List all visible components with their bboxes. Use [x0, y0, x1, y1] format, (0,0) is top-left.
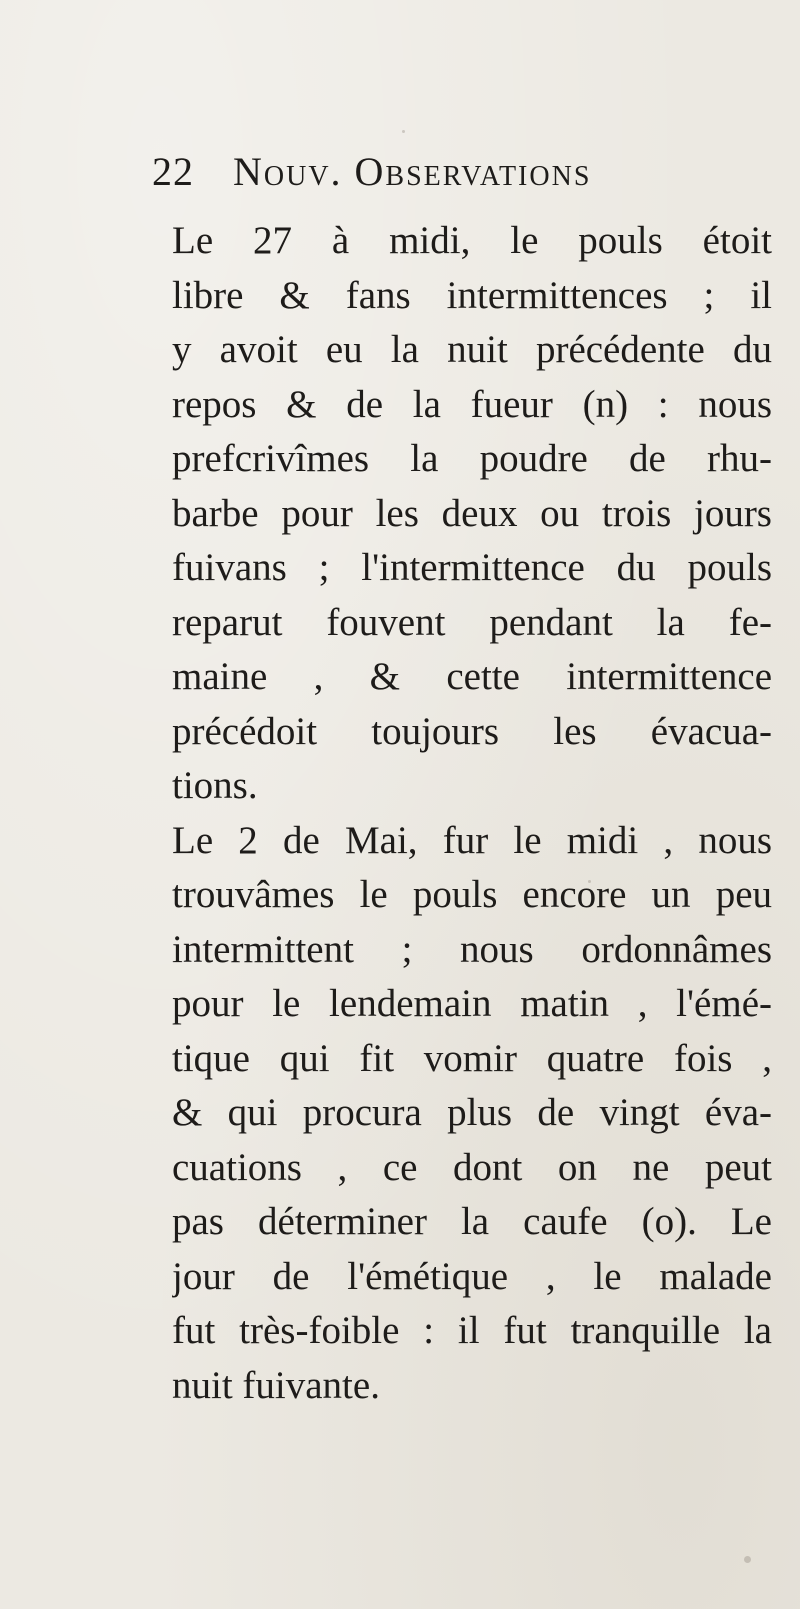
text-line: & qui procura plus de vingt éva-	[172, 1091, 772, 1134]
paper-speck	[402, 130, 405, 133]
text-line: pas déterminer la caufe (o). Le	[172, 1200, 772, 1243]
text-line: prefcrivîmes la poudre de rhu-	[172, 437, 772, 480]
text-line: tions.	[172, 764, 258, 807]
text-line: reparut fouvent pendant la fe-	[172, 600, 772, 644]
text-line: repos & de la fueur (n) : nous	[172, 382, 772, 426]
page-number: 22	[152, 149, 194, 194]
text-line: jour de l'émétique , le malade	[172, 1254, 772, 1298]
text-line: Le 2 de Mai, fur le midi , nous	[172, 818, 772, 862]
text-line: cuations , ce dont on ne peut	[172, 1145, 772, 1189]
text-line: fuivans ; l'intermittence du pouls	[172, 546, 772, 589]
text-line: maine , & cette intermittence	[172, 655, 772, 698]
text-line: y avoit eu la nuit précédente du	[172, 328, 772, 371]
text-line: libre & fans intermittences ; il	[172, 273, 772, 317]
text-line: précédoit toujours les évacua-	[172, 709, 772, 753]
text-line: nuit fuivante.	[172, 1363, 380, 1407]
running-head-title: Nouv. Observations	[233, 149, 592, 194]
paper-speck	[588, 880, 591, 883]
text-line: barbe pour les deux ou trois jours	[172, 491, 772, 535]
paper-speck	[744, 1556, 751, 1563]
text-line: fut très-foible : il fut tranquille la	[172, 1309, 772, 1352]
text-line: tique qui fit vomir quatre fois ,	[172, 1036, 772, 1080]
text-line: Le 27 à midi, le pouls étoit	[172, 219, 772, 262]
running-head	[152, 148, 772, 196]
text-line: intermittent ; nous ordonnâmes	[172, 927, 772, 971]
body-text	[172, 214, 772, 1413]
text-line: pour le lendemain matin , l'émé-	[172, 982, 772, 1025]
text-line: trouvâmes le pouls encore un peu	[172, 873, 772, 916]
